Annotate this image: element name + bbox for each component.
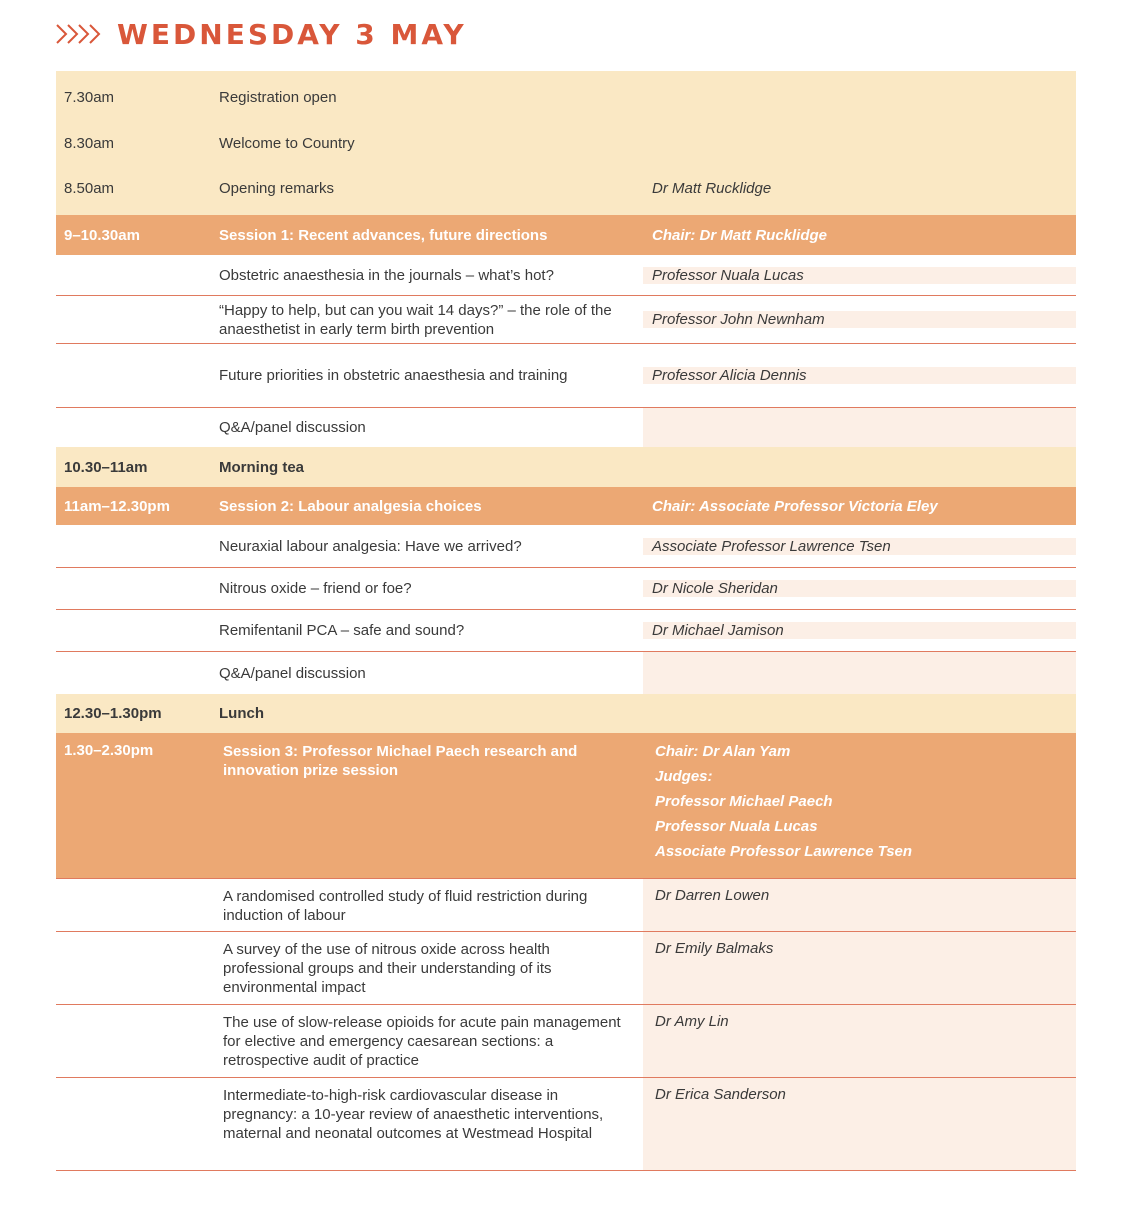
table-row	[56, 610, 1076, 652]
talk-title: Q&A/panel discussion	[219, 664, 366, 682]
schedule-table	[56, 71, 1076, 1171]
speaker-cell: Dr Matt Rucklidge	[652, 179, 772, 197]
table-row	[56, 932, 1076, 1005]
session-header-row	[56, 487, 1076, 525]
table-row	[56, 652, 1076, 694]
talk-speaker	[643, 652, 1076, 694]
talk-title: Intermediate-to-high-risk cardiovascular disease in pregnancy: a 10-year review of anaesthetic interventions, maternal and neonatal outcomes at Westmead Hospital	[213, 1078, 643, 1170]
talk-speaker: Associate Professor Lawrence Tsen	[643, 538, 1076, 555]
session-time: 9–10.30am	[64, 226, 140, 244]
talk-speaker: Dr Darren Lowen	[643, 879, 1076, 931]
triple-chevron-right-icon	[55, 23, 99, 45]
table-row	[56, 167, 1076, 215]
talk-title: Obstetric anaesthesia in the journals – what’s hot?	[213, 267, 643, 284]
judge-name: Professor Nuala Lucas	[655, 818, 818, 835]
break-row	[56, 694, 1076, 733]
talk-speaker: Dr Michael Jamison	[643, 622, 1076, 639]
talk-title: “Happy to help, but can you wait 14 days?” – the role of the anaesthetist in early term birth prevention	[213, 301, 643, 339]
time-cell: 8.30am	[64, 134, 115, 152]
page-title: WEDNESDAY 3 MAY	[117, 17, 467, 51]
talk-title: A randomised controlled study of fluid restriction during induction of labour	[213, 879, 643, 931]
break-title: Morning tea	[219, 458, 304, 476]
time-cell: 7.30am	[64, 88, 115, 106]
session-title: Session 3: Professor Michael Paech research and innovation prize session	[223, 743, 578, 779]
table-row	[56, 878, 1076, 932]
talk-speaker	[643, 408, 1076, 447]
break-time: 12.30–1.30pm	[64, 705, 162, 722]
talk-speaker: Dr Nicole Sheridan	[643, 580, 1076, 597]
session-chair-judges	[643, 739, 1076, 864]
talk-title: Q&A/panel discussion	[219, 419, 366, 436]
table-row	[56, 408, 1076, 447]
title-cell: Welcome to Country	[219, 134, 355, 152]
break-title: Lunch	[219, 705, 264, 722]
session-title: Session 1: Recent advances, future directions	[219, 226, 548, 244]
talk-speaker: Dr Erica Sanderson	[643, 1078, 1076, 1170]
session-header-row	[56, 733, 1076, 878]
empty-time-cell	[56, 1005, 213, 1077]
break-time: 10.30–11am	[64, 458, 148, 476]
empty-time-cell	[56, 879, 213, 931]
talk-speaker: Professor Nuala Lucas	[643, 267, 1076, 284]
judges-label: Judges:	[655, 768, 713, 785]
title-cell: Registration open	[219, 88, 337, 106]
table-row	[56, 568, 1076, 610]
session-header-row	[56, 215, 1076, 255]
table-row	[56, 1005, 1076, 1078]
talk-speaker: Professor Alicia Dennis	[643, 367, 1076, 384]
table-row	[56, 71, 1076, 119]
talk-title: A survey of the use of nitrous oxide across health professional groups and their understanding of its environmental impact	[213, 932, 643, 1004]
table-row	[56, 1078, 1076, 1171]
session-chair: Chair: Associate Professor Victoria Eley	[652, 497, 938, 515]
table-row	[56, 344, 1076, 408]
talk-title: Future priorities in obstetric anaesthesia and training	[213, 367, 643, 384]
table-row	[56, 296, 1076, 344]
talk-title: Neuraxial labour analgesia: Have we arrived?	[213, 538, 643, 555]
page-header	[55, 14, 467, 54]
empty-time-cell	[56, 932, 213, 1004]
judge-name: Professor Michael Paech	[655, 793, 833, 810]
talk-speaker: Dr Emily Balmaks	[643, 932, 1076, 1004]
talk-title: Remifentanil PCA – safe and sound?	[213, 622, 643, 639]
table-row	[56, 525, 1076, 568]
session-time: 11am–12.30pm	[64, 497, 170, 515]
talk-title: Nitrous oxide – friend or foe?	[213, 580, 643, 597]
session-time: 1.30–2.30pm	[64, 742, 154, 759]
session-title: Session 2: Labour analgesia choices	[219, 497, 482, 515]
time-cell: 8.50am	[64, 179, 115, 197]
title-cell: Opening remarks	[219, 179, 335, 197]
table-row	[56, 119, 1076, 167]
talk-speaker: Dr Amy Lin	[643, 1005, 1076, 1077]
talk-speaker: Professor John Newnham	[643, 311, 1076, 328]
session-chair: Chair: Dr Matt Rucklidge	[652, 226, 828, 244]
empty-time-cell	[56, 1078, 213, 1170]
session-chair: Chair: Dr Alan Yam	[655, 743, 791, 760]
judge-name: Associate Professor Lawrence Tsen	[655, 843, 913, 860]
talk-title: The use of slow-release opioids for acute pain management for elective and emergency caesarean sections: a retrospective audit of practice	[213, 1005, 643, 1077]
table-row	[56, 255, 1076, 296]
break-row	[56, 447, 1076, 487]
